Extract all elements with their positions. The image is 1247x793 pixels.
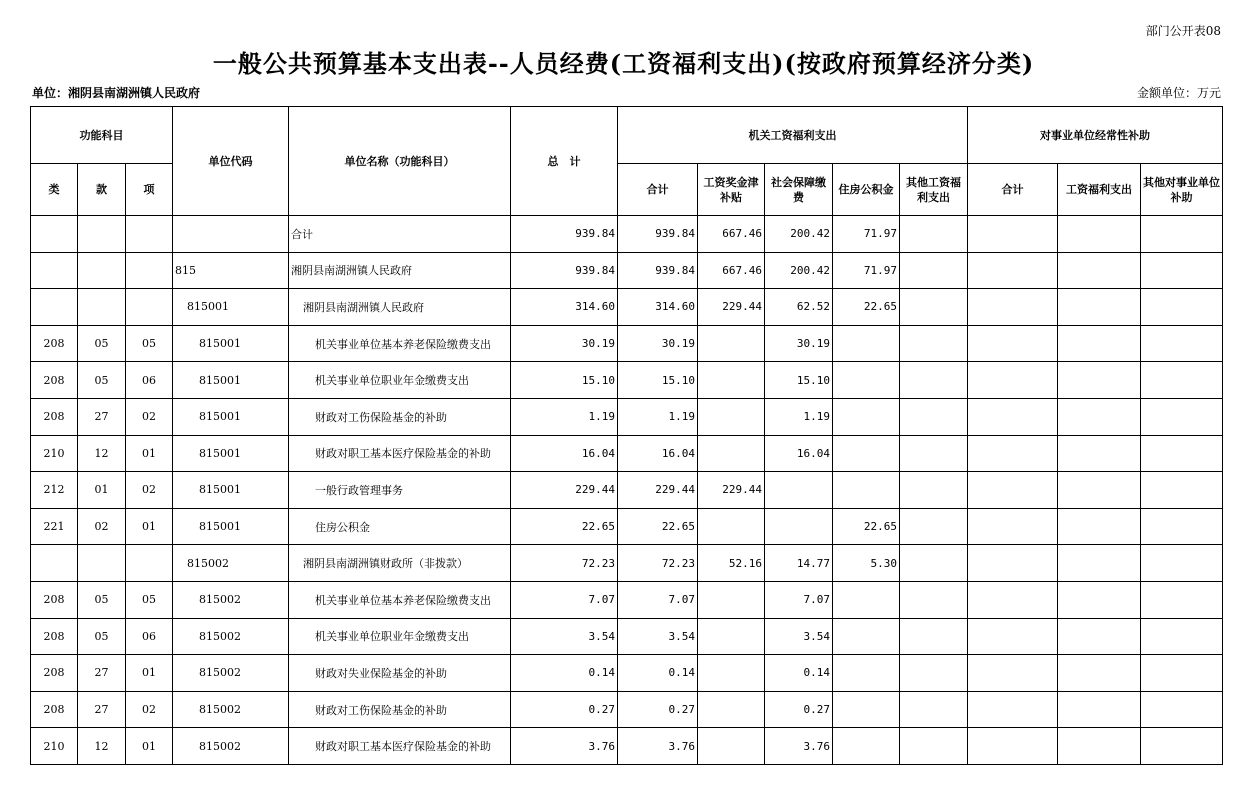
cell-kuan: 05 bbox=[78, 581, 126, 618]
cell-org-social: 0.14 bbox=[765, 655, 833, 692]
cell-org-salary: 229.44 bbox=[698, 289, 765, 326]
cell-unit-name: 财政对失业保险基金的补助 bbox=[289, 655, 511, 692]
cell-org-salary bbox=[698, 508, 765, 545]
table-row bbox=[31, 581, 1223, 618]
cell-org-salary bbox=[698, 618, 765, 655]
cell-unit-name: 住房公积金 bbox=[289, 508, 511, 545]
cell-xiang: 01 bbox=[126, 655, 173, 692]
cell-org-housing bbox=[833, 655, 900, 692]
cell-sub-salary bbox=[1058, 216, 1141, 253]
cell-org-salary bbox=[698, 435, 765, 472]
cell-org-housing bbox=[833, 325, 900, 362]
cell-org-housing: 22.65 bbox=[833, 289, 900, 326]
cell-kuan: 27 bbox=[78, 655, 126, 692]
cell-org-total: 0.14 bbox=[618, 655, 698, 692]
cell-sub-other bbox=[1141, 691, 1223, 728]
table-row bbox=[31, 362, 1223, 399]
cell-org-housing bbox=[833, 581, 900, 618]
cell-unit-code: 815001 bbox=[173, 435, 289, 472]
cell-org-salary: 667.46 bbox=[698, 216, 765, 253]
cell-org-total: 22.65 bbox=[618, 508, 698, 545]
cell-org-housing: 71.97 bbox=[833, 216, 900, 253]
cell-sub-other bbox=[1141, 545, 1223, 582]
table-row bbox=[31, 691, 1223, 728]
cell-total: 939.84 bbox=[511, 252, 618, 289]
cell-unit-code: 815001 bbox=[173, 362, 289, 399]
cell-org-total: 30.19 bbox=[618, 325, 698, 362]
cell-org-social: 200.42 bbox=[765, 252, 833, 289]
cell-lei bbox=[31, 289, 78, 326]
cell-lei: 208 bbox=[31, 618, 78, 655]
cell-org-other bbox=[900, 289, 968, 326]
cell-lei: 208 bbox=[31, 581, 78, 618]
cell-unit-code: 815001 bbox=[173, 472, 289, 509]
cell-org-other bbox=[900, 252, 968, 289]
cell-sub-salary bbox=[1058, 362, 1141, 399]
cell-total: 22.65 bbox=[511, 508, 618, 545]
cell-sub-total bbox=[968, 325, 1058, 362]
cell-org-housing bbox=[833, 618, 900, 655]
cell-unit-code: 815002 bbox=[173, 618, 289, 655]
cell-total: 1.19 bbox=[511, 398, 618, 435]
cell-org-social: 1.19 bbox=[765, 398, 833, 435]
header-unit-name: 单位名称（功能科目） bbox=[289, 107, 511, 216]
cell-sub-other bbox=[1141, 362, 1223, 399]
cell-org-other bbox=[900, 472, 968, 509]
cell-org-social: 7.07 bbox=[765, 581, 833, 618]
cell-org-total: 0.27 bbox=[618, 691, 698, 728]
table-row bbox=[31, 252, 1223, 289]
cell-org-other bbox=[900, 435, 968, 472]
cell-unit-name: 湘阴县南湖洲镇财政所（非拨款） bbox=[289, 545, 511, 582]
cell-unit-name: 财政对职工基本医疗保险基金的补助 bbox=[289, 728, 511, 765]
cell-lei: 210 bbox=[31, 435, 78, 472]
cell-kuan: 12 bbox=[78, 435, 126, 472]
cell-sub-total bbox=[968, 398, 1058, 435]
cell-sub-salary bbox=[1058, 472, 1141, 509]
cell-total: 229.44 bbox=[511, 472, 618, 509]
table-number-label: 部门公开表08 bbox=[1145, 24, 1221, 38]
header-org-salary: 工资奖金津补贴 bbox=[698, 164, 765, 216]
cell-org-social: 3.54 bbox=[765, 618, 833, 655]
cell-org-other bbox=[900, 655, 968, 692]
cell-unit-code: 815002 bbox=[173, 581, 289, 618]
cell-sub-other bbox=[1141, 398, 1223, 435]
cell-org-housing: 5.30 bbox=[833, 545, 900, 582]
cell-org-total: 229.44 bbox=[618, 472, 698, 509]
cell-kuan: 05 bbox=[78, 362, 126, 399]
cell-kuan: 02 bbox=[78, 508, 126, 545]
cell-org-salary: 667.46 bbox=[698, 252, 765, 289]
cell-sub-total bbox=[968, 216, 1058, 253]
cell-unit-code: 815002 bbox=[173, 545, 289, 582]
cell-sub-salary bbox=[1058, 435, 1141, 472]
cell-sub-other bbox=[1141, 655, 1223, 692]
cell-org-social: 30.19 bbox=[765, 325, 833, 362]
cell-org-social: 15.10 bbox=[765, 362, 833, 399]
cell-lei: 208 bbox=[31, 655, 78, 692]
cell-unit-code: 815002 bbox=[173, 691, 289, 728]
cell-org-salary: 229.44 bbox=[698, 472, 765, 509]
cell-org-other bbox=[900, 398, 968, 435]
cell-sub-salary bbox=[1058, 289, 1141, 326]
header-total: 总 计 bbox=[511, 107, 618, 216]
unit-label: 单位：湘阴县南湖洲镇人民政府 bbox=[32, 86, 201, 100]
header-sub-group: 对事业单位经常性补助 bbox=[968, 107, 1223, 164]
cell-unit-code: 815001 bbox=[173, 508, 289, 545]
cell-org-salary bbox=[698, 362, 765, 399]
cell-kuan bbox=[78, 216, 126, 253]
header-xiang: 项 bbox=[126, 164, 173, 216]
cell-unit-name: 机关事业单位职业年金缴费支出 bbox=[289, 618, 511, 655]
cell-lei bbox=[31, 545, 78, 582]
cell-org-total: 939.84 bbox=[618, 252, 698, 289]
cell-sub-other bbox=[1141, 472, 1223, 509]
cell-unit-name: 合计 bbox=[289, 216, 511, 253]
cell-unit-name: 财政对工伤保险基金的补助 bbox=[289, 398, 511, 435]
cell-org-housing bbox=[833, 398, 900, 435]
header-org-group: 机关工资福利支出 bbox=[618, 107, 968, 164]
cell-org-total: 939.84 bbox=[618, 216, 698, 253]
cell-org-other bbox=[900, 362, 968, 399]
cell-total: 3.54 bbox=[511, 618, 618, 655]
cell-unit-name: 财政对工伤保险基金的补助 bbox=[289, 691, 511, 728]
cell-unit-name: 湘阴县南湖洲镇人民政府 bbox=[289, 252, 511, 289]
cell-unit-name: 机关事业单位职业年金缴费支出 bbox=[289, 362, 511, 399]
cell-lei: 221 bbox=[31, 508, 78, 545]
cell-sub-salary bbox=[1058, 655, 1141, 692]
cell-org-other bbox=[900, 216, 968, 253]
table-row bbox=[31, 508, 1223, 545]
cell-lei: 212 bbox=[31, 472, 78, 509]
cell-sub-salary bbox=[1058, 618, 1141, 655]
cell-kuan: 27 bbox=[78, 398, 126, 435]
cell-sub-salary bbox=[1058, 691, 1141, 728]
cell-unit-code bbox=[173, 216, 289, 253]
cell-org-social: 3.76 bbox=[765, 728, 833, 765]
cell-org-other bbox=[900, 581, 968, 618]
cell-org-total: 16.04 bbox=[618, 435, 698, 472]
cell-unit-name: 机关事业单位基本养老保险缴费支出 bbox=[289, 325, 511, 362]
table-row bbox=[31, 289, 1223, 326]
cell-lei: 208 bbox=[31, 325, 78, 362]
table-row bbox=[31, 472, 1223, 509]
cell-unit-code: 815 bbox=[173, 252, 289, 289]
cell-sub-other bbox=[1141, 581, 1223, 618]
header-unit-code: 单位代码 bbox=[173, 107, 289, 216]
cell-total: 30.19 bbox=[511, 325, 618, 362]
cell-lei: 210 bbox=[31, 728, 78, 765]
table-row bbox=[31, 435, 1223, 472]
cell-sub-total bbox=[968, 508, 1058, 545]
cell-lei bbox=[31, 252, 78, 289]
cell-sub-total bbox=[968, 435, 1058, 472]
header-lei: 类 bbox=[31, 164, 78, 216]
cell-org-social bbox=[765, 508, 833, 545]
cell-org-housing bbox=[833, 362, 900, 399]
cell-org-social: 0.27 bbox=[765, 691, 833, 728]
cell-kuan: 05 bbox=[78, 618, 126, 655]
cell-unit-code: 815001 bbox=[173, 325, 289, 362]
cell-sub-other bbox=[1141, 252, 1223, 289]
cell-org-other bbox=[900, 728, 968, 765]
cell-org-housing: 71.97 bbox=[833, 252, 900, 289]
cell-xiang: 02 bbox=[126, 398, 173, 435]
cell-kuan: 05 bbox=[78, 325, 126, 362]
cell-sub-salary bbox=[1058, 581, 1141, 618]
cell-unit-code: 815002 bbox=[173, 655, 289, 692]
cell-unit-code: 815001 bbox=[173, 398, 289, 435]
cell-sub-total bbox=[968, 472, 1058, 509]
cell-sub-total bbox=[968, 728, 1058, 765]
cell-total: 0.14 bbox=[511, 655, 618, 692]
cell-sub-other bbox=[1141, 728, 1223, 765]
cell-org-total: 314.60 bbox=[618, 289, 698, 326]
cell-xiang: 06 bbox=[126, 618, 173, 655]
header-org-other: 其他工资福利支出 bbox=[900, 164, 968, 216]
cell-sub-salary bbox=[1058, 252, 1141, 289]
cell-kuan bbox=[78, 289, 126, 326]
cell-xiang bbox=[126, 252, 173, 289]
cell-org-salary bbox=[698, 655, 765, 692]
header-sub-other: 其他对事业单位补助 bbox=[1141, 164, 1223, 216]
table-row bbox=[31, 545, 1223, 582]
cell-org-salary bbox=[698, 581, 765, 618]
cell-total: 3.76 bbox=[511, 728, 618, 765]
cell-xiang: 01 bbox=[126, 508, 173, 545]
expenditure-table bbox=[30, 106, 1223, 765]
cell-lei: 208 bbox=[31, 362, 78, 399]
cell-xiang: 01 bbox=[126, 728, 173, 765]
header-org-social: 社会保障缴费 bbox=[765, 164, 833, 216]
cell-lei: 208 bbox=[31, 691, 78, 728]
cell-total: 7.07 bbox=[511, 581, 618, 618]
header-org-housing: 住房公积金 bbox=[833, 164, 900, 216]
cell-lei bbox=[31, 216, 78, 253]
cell-xiang bbox=[126, 545, 173, 582]
cell-total: 939.84 bbox=[511, 216, 618, 253]
cell-xiang: 05 bbox=[126, 581, 173, 618]
cell-unit-name: 机关事业单位基本养老保险缴费支出 bbox=[289, 581, 511, 618]
cell-sub-total bbox=[968, 545, 1058, 582]
cell-total: 15.10 bbox=[511, 362, 618, 399]
cell-unit-name: 财政对职工基本医疗保险基金的补助 bbox=[289, 435, 511, 472]
cell-sub-salary bbox=[1058, 508, 1141, 545]
header-sub-total: 合计 bbox=[968, 164, 1058, 216]
header-func-subject: 功能科目 bbox=[31, 107, 173, 164]
cell-org-other bbox=[900, 508, 968, 545]
cell-org-housing bbox=[833, 472, 900, 509]
cell-org-salary bbox=[698, 325, 765, 362]
cell-xiang bbox=[126, 289, 173, 326]
cell-sub-salary bbox=[1058, 728, 1141, 765]
cell-org-total: 15.10 bbox=[618, 362, 698, 399]
cell-xiang: 02 bbox=[126, 691, 173, 728]
header-org-total: 合计 bbox=[618, 164, 698, 216]
table-row bbox=[31, 618, 1223, 655]
cell-sub-total bbox=[968, 581, 1058, 618]
table-row bbox=[31, 728, 1223, 765]
cell-total: 72.23 bbox=[511, 545, 618, 582]
cell-xiang: 02 bbox=[126, 472, 173, 509]
cell-unit-name: 一般行政管理事务 bbox=[289, 472, 511, 509]
cell-org-other bbox=[900, 325, 968, 362]
cell-sub-other bbox=[1141, 435, 1223, 472]
cell-total: 16.04 bbox=[511, 435, 618, 472]
cell-kuan: 01 bbox=[78, 472, 126, 509]
cell-kuan bbox=[78, 252, 126, 289]
cell-org-housing: 22.65 bbox=[833, 508, 900, 545]
cell-org-total: 1.19 bbox=[618, 398, 698, 435]
cell-org-salary bbox=[698, 691, 765, 728]
cell-lei: 208 bbox=[31, 398, 78, 435]
table-row bbox=[31, 216, 1223, 253]
table-row bbox=[31, 325, 1223, 362]
cell-sub-other bbox=[1141, 508, 1223, 545]
cell-sub-other bbox=[1141, 216, 1223, 253]
cell-org-total: 7.07 bbox=[618, 581, 698, 618]
cell-xiang: 01 bbox=[126, 435, 173, 472]
cell-org-social: 14.77 bbox=[765, 545, 833, 582]
cell-org-other bbox=[900, 545, 968, 582]
header-row-1 bbox=[31, 107, 1223, 164]
cell-unit-name: 湘阴县南湖洲镇人民政府 bbox=[289, 289, 511, 326]
cell-org-housing bbox=[833, 435, 900, 472]
cell-total: 0.27 bbox=[511, 691, 618, 728]
cell-org-salary: 52.16 bbox=[698, 545, 765, 582]
cell-org-other bbox=[900, 691, 968, 728]
cell-kuan bbox=[78, 545, 126, 582]
page-title: 一般公共预算基本支出表--人员经费(工资福利支出)(按政府预算经济分类) bbox=[212, 49, 1035, 78]
cell-sub-other bbox=[1141, 325, 1223, 362]
cell-org-social: 62.52 bbox=[765, 289, 833, 326]
cell-unit-code: 815001 bbox=[173, 289, 289, 326]
cell-total: 314.60 bbox=[511, 289, 618, 326]
cell-org-total: 3.76 bbox=[618, 728, 698, 765]
cell-kuan: 12 bbox=[78, 728, 126, 765]
cell-xiang: 06 bbox=[126, 362, 173, 399]
amount-unit-label: 金额单位：万元 bbox=[1136, 86, 1221, 100]
cell-org-social: 200.42 bbox=[765, 216, 833, 253]
cell-org-housing bbox=[833, 691, 900, 728]
cell-sub-total bbox=[968, 618, 1058, 655]
table-row bbox=[31, 655, 1223, 692]
cell-kuan: 27 bbox=[78, 691, 126, 728]
cell-org-total: 3.54 bbox=[618, 618, 698, 655]
cell-unit-code: 815002 bbox=[173, 728, 289, 765]
cell-sub-salary bbox=[1058, 325, 1141, 362]
cell-sub-total bbox=[968, 252, 1058, 289]
cell-sub-total bbox=[968, 691, 1058, 728]
cell-org-social bbox=[765, 472, 833, 509]
cell-sub-total bbox=[968, 289, 1058, 326]
cell-xiang bbox=[126, 216, 173, 253]
cell-sub-total bbox=[968, 362, 1058, 399]
cell-xiang: 05 bbox=[126, 325, 173, 362]
cell-sub-other bbox=[1141, 618, 1223, 655]
header-sub-salary: 工资福利支出 bbox=[1058, 164, 1141, 216]
cell-sub-salary bbox=[1058, 398, 1141, 435]
cell-org-salary bbox=[698, 728, 765, 765]
cell-sub-other bbox=[1141, 289, 1223, 326]
cell-sub-salary bbox=[1058, 545, 1141, 582]
cell-org-housing bbox=[833, 728, 900, 765]
cell-org-other bbox=[900, 618, 968, 655]
cell-sub-total bbox=[968, 655, 1058, 692]
cell-org-salary bbox=[698, 398, 765, 435]
table-row bbox=[31, 398, 1223, 435]
header-kuan: 款 bbox=[78, 164, 126, 216]
cell-org-social: 16.04 bbox=[765, 435, 833, 472]
cell-org-total: 72.23 bbox=[618, 545, 698, 582]
